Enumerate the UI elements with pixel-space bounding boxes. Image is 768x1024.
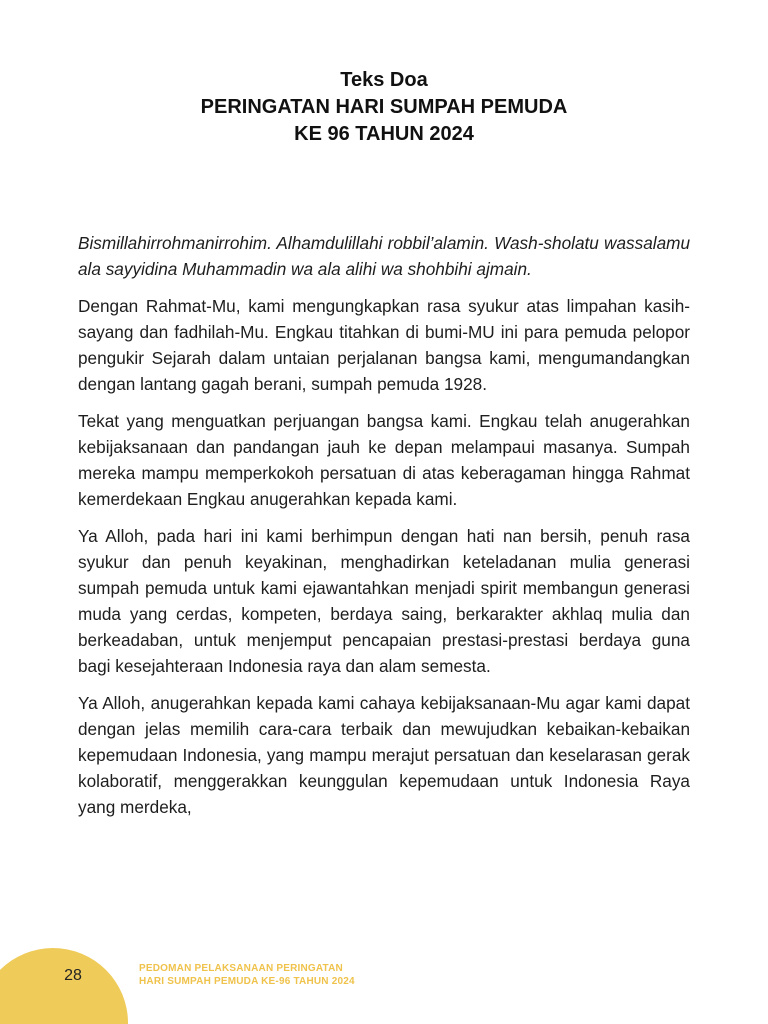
footer-line-1: PEDOMAN PELAKSANAAN PERINGATAN bbox=[139, 963, 343, 974]
opening-paragraph: Bismillahirrohmanirrohim. Alhamdulillahi robbil’alamin. Wash-sholatu wassalamu ala sayyidina Muhammadin wa ala alihi wa shohbihi ajmain. bbox=[78, 233, 690, 279]
body-paragraph: Dengan Rahmat-Mu, kami mengungkapkan rasa syukur atas limpahan kasih-sayang dan fadhilah-Mu. Engkau titahkan di bumi-MU ini para pemuda pelopor pengukir Sejarah dalam untaian perjalanan bangsa kami, mengumandangkan dengan lantang gagah berani, sumpah pemuda 1928. bbox=[78, 296, 690, 394]
body-paragraph: Ya Alloh, pada hari ini kami berhimpun dengan hati nan bersih, penuh rasa syukur dan penuh keyakinan, menghadirkan keteladanan mulia generasi sumpah pemuda untuk kami ejawantahkan menjadi spirit membangun generasi muda yang cerdas, kompeten, berdaya saing, berkarakter akhlaq mulia dan berkeadaban, untuk menjemput pencapaian prestasi-prestasi berdaya guna bagi kesejahteraan Indonesia raya dan alam semesta. bbox=[78, 526, 690, 676]
footer-decoration-circle bbox=[0, 948, 128, 1024]
body-paragraph: Ya Alloh, anugerahkan kepada kami cahaya kebijaksanaan-Mu agar kami dapat dengan jelas memilih cara-cara terbaik dan mewujudkan kebaikan-kebaikan kepemudaan Indonesia, yang mampu merajut persatuan dan keselarasan gerak kolaboratif, menggerakkan keunggulan kepemudaan untuk Indonesia Raya yang merdeka, bbox=[78, 693, 690, 817]
footer-running-title bbox=[139, 962, 355, 988]
footer-line-2: HARI SUMPAH PEMUDA KE-96 TAHUN 2024 bbox=[139, 976, 355, 987]
body-paragraph: Tekat yang menguatkan perjuangan bangsa kami. Engkau telah anugerahkan kebijaksanaan dan pandangan jauh ke depan melampaui masanya. Sumpah mereka mampu memperkokoh persatuan di atas keberagaman hingga Rahmat kemerdekaan Engkau anugerahkan kepada kami. bbox=[78, 411, 690, 509]
title-block bbox=[0, 67, 768, 148]
title-year: KE 96 TAHUN 2024 bbox=[294, 123, 474, 145]
title-event: PERINGATAN HARI SUMPAH PEMUDA bbox=[200, 96, 568, 118]
prayer-text bbox=[78, 230, 690, 831]
title-heading: Teks Doa bbox=[340, 69, 428, 91]
page-number: 28 bbox=[64, 967, 82, 984]
